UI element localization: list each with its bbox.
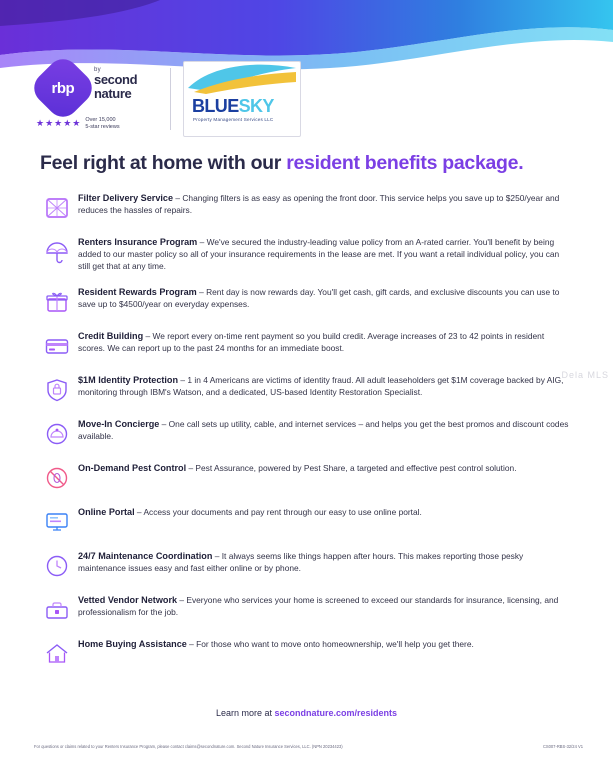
toolbox-icon (40, 595, 74, 625)
umbrella-icon (40, 237, 74, 267)
benefit-body: – Changing filters is as easy as opening the front door. This service helps you save up to $250/year and reduces the hassles of repairs. (78, 193, 560, 215)
list-item-text (74, 418, 570, 443)
reviews-subtext: 5-star reviews (85, 123, 120, 130)
benefit-body: – Pest Assurance, powered by Pest Share, a targeted and effective pest control solution. (186, 462, 517, 473)
bluesky-name-accent: SKY (238, 96, 274, 116)
benefit-body: – We've secured the industry-leading value policy from an A-rated carrier. You'll benefit by being added to our master policy so all of your insurance requirements in the lease are met. If you want a retail individual policy, you can still get that at any time. (78, 237, 560, 271)
list-item-text (74, 192, 570, 217)
list-item (40, 192, 575, 223)
benefit-title: 24/7 Maintenance Coordination (78, 550, 213, 561)
list-item (40, 594, 575, 625)
benefit-title: Filter Delivery Service (78, 193, 174, 203)
list-item-text (74, 462, 517, 475)
list-item (40, 638, 575, 669)
list-item (40, 550, 575, 581)
benefit-body: – Access your documents and pay rent through our easy to use online portal. (134, 506, 422, 517)
document-code: CS007-RBS-32/24 V1 (542, 744, 583, 749)
list-item (40, 286, 575, 317)
benefit-title: Credit Building (78, 330, 144, 341)
learn-more-prefix: Learn more at (215, 708, 275, 718)
benefit-title: Vetted Vendor Network (78, 594, 178, 605)
credit-card-icon (40, 331, 74, 361)
bluesky-wordmark (192, 96, 274, 117)
residents-link[interactable]: secondnature.com/residents (274, 708, 398, 718)
list-item (40, 374, 575, 405)
rbp-diamond-icon (28, 53, 99, 124)
benefit-title: Online Portal (78, 506, 135, 517)
reviews-label (85, 117, 119, 131)
watermark-text: Dela MLS (561, 370, 609, 380)
concierge-bell-icon (40, 419, 74, 449)
legal-footnote: For questions or claims related to your Renters Insurance Program, please contact claims@secondnature.com. Second Nature Insurance Services, LLC. (NPN 20234423) (34, 744, 343, 749)
list-item-text (74, 638, 474, 651)
rbp-logo (34, 59, 164, 139)
logo-divider (170, 68, 171, 130)
gift-icon (40, 287, 74, 317)
benefit-body: – 1 in 4 Americans are victims of identity fraud. All adult leaseholders get $1M coverage backed by AIG, monitoring through IBM's Watson, and a dedicated, US-based Identity Restoration Specialist. (78, 374, 564, 397)
list-item (40, 330, 575, 361)
monitor-icon (40, 507, 74, 537)
bluesky-subtitle: Property Management Services LLC (193, 117, 274, 122)
benefit-title: Renters Insurance Program (78, 237, 198, 247)
headline-lead: Feel right at home with our (40, 152, 287, 174)
list-item (40, 462, 575, 493)
benefit-title: $1M Identity Protection (78, 374, 179, 385)
by-label: by (94, 67, 101, 73)
benefit-body: – It always seems like things happen after hours. This makes reporting those pesky maintenance issues easy and fast either online or by phone. (78, 550, 524, 573)
list-item (40, 236, 575, 273)
benefit-body: – Rent day is now rewards day. You'll get cash, gift cards, and exclusive discounts you can use to save up to $4500/year on everyday expenses. (78, 286, 560, 309)
list-item-text (74, 374, 570, 399)
second-nature-wordmark (94, 67, 164, 101)
house-icon (40, 639, 74, 669)
list-item-text (74, 236, 570, 273)
list-item-text (74, 550, 570, 575)
clock-icon (40, 551, 74, 581)
bluesky-logo (183, 61, 301, 137)
list-item (40, 506, 575, 537)
benefit-body: – For those who want to move onto homeownership, we'll help you get there. (186, 638, 474, 649)
benefit-body: – One call sets up utility, cable, and internet services – and helps you get the best promos and discount codes available. (78, 418, 569, 441)
bluesky-name-main: BLUE (192, 96, 239, 116)
list-item-text (74, 330, 570, 355)
page-title (40, 152, 523, 175)
benefit-title: Move-In Concierge (78, 418, 160, 429)
list-item (40, 418, 575, 449)
list-item-text (74, 594, 570, 619)
star-rating-icon: ★★★★★ (36, 118, 82, 129)
benefit-title: Home Buying Assistance (78, 638, 187, 649)
list-item-text (74, 286, 570, 311)
learn-more-line (0, 708, 613, 718)
benefits-list (40, 192, 575, 682)
bluesky-swoosh-icon (184, 62, 300, 96)
company-name: second nature (94, 72, 138, 101)
shield-lock-icon (40, 375, 74, 405)
reviews-count: Over 15,000 (85, 117, 116, 123)
benefit-body: – Everyone who services your home is screened to exceed our standards for insurance, licensing, and professionalism for the job. (78, 594, 559, 617)
benefit-title: Resident Rewards Program (78, 286, 197, 297)
benefit-body: – We report every on-time rent payment so you build credit. Average increases of 23 to 42 points in resident scores. We can report up to the past 24 months for an immediate boost. (78, 330, 545, 353)
headline-accent: resident benefits package. (286, 152, 524, 174)
filter-icon (40, 193, 74, 223)
logo-row (34, 58, 301, 140)
reviews-badge (36, 117, 120, 131)
benefit-title: On-Demand Pest Control (78, 462, 187, 473)
pest-control-icon (40, 463, 74, 493)
list-item-text (74, 506, 422, 519)
rbp-mark-text: rbp (51, 79, 75, 97)
